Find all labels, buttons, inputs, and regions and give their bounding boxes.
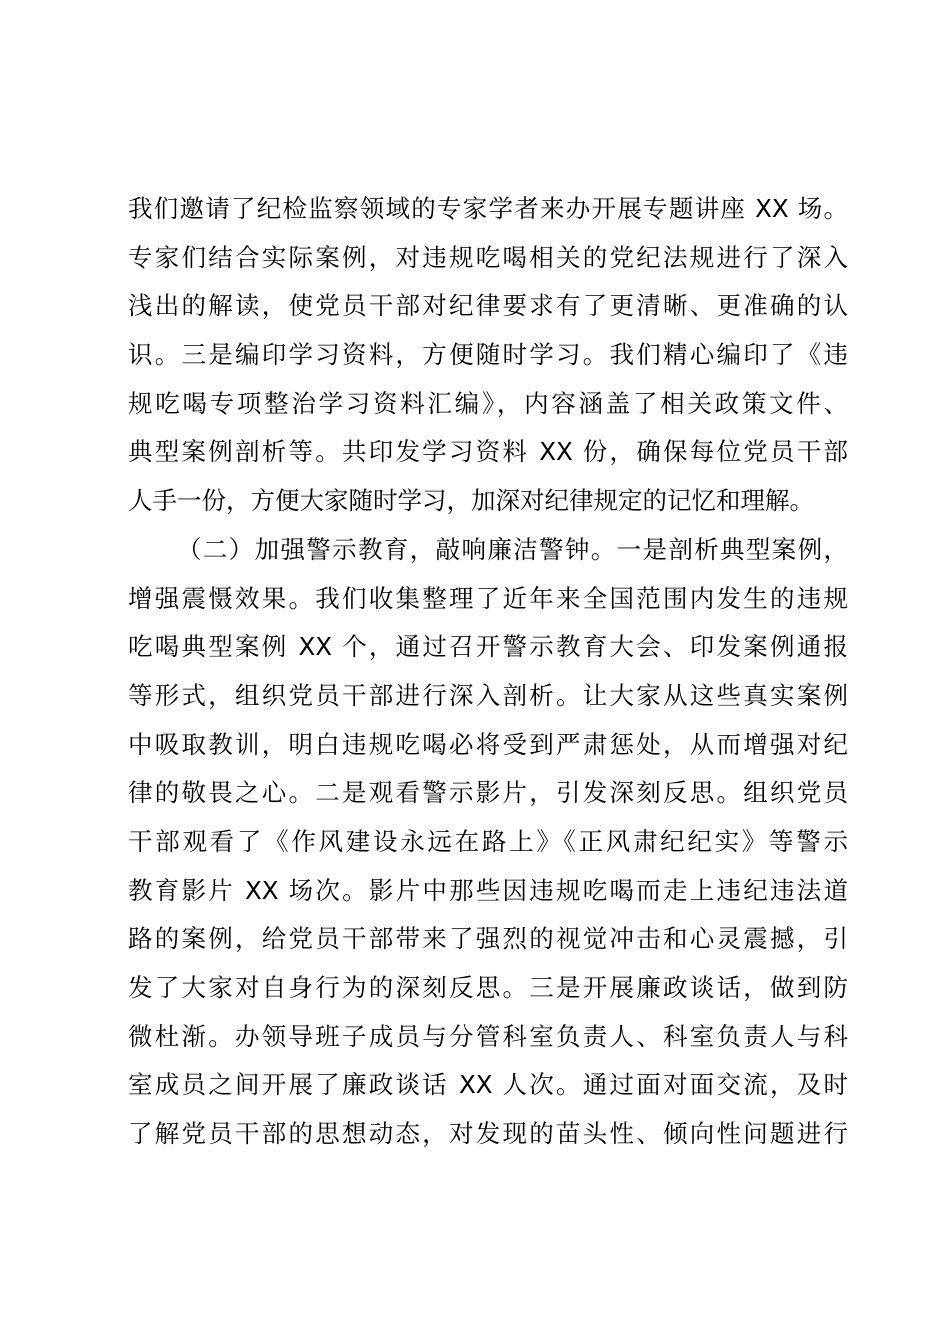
text-line: 增强震慑效果。我们收集整理了近年来全国范围内发生的违规 (128, 583, 848, 613)
text-line: 专家们结合实际案例，对违规吃喝相关的党纪法规进行了深入 (128, 242, 848, 272)
section-heading-line: （二）加强警示教育，敲响廉洁警钟。一是剖析典型案例， (177, 534, 848, 564)
text-line: 等形式，组织党员干部进行深入剖析。让大家从这些真实案例 (128, 680, 848, 710)
text-line: 规吃喝专项整治学习资料汇编》，内容涵盖了相关政策文件、 (128, 388, 848, 418)
text-line: 干部观看了《作风建设永远在路上》《正风肃纪纪实》等警示 (128, 826, 848, 856)
text-line: 人手一份，方便大家随时学习，加深对纪律规定的记忆和理解。 (128, 486, 814, 516)
text-line: 教育影片 XX 场次。影片中那些因违规吃喝而走上违纪违法道 (128, 875, 848, 905)
text-line: 微杜渐。办领导班子成员与分管科室负责人、科室负责人与科 (128, 1021, 848, 1051)
text-line: 发了大家对自身行为的深刻反思。三是开展廉政谈话，做到防 (128, 973, 848, 1002)
text-line: 吃喝典型案例 XX 个，通过召开警示教育大会、印发案例通报 (128, 632, 848, 662)
body-text (128, 185, 848, 1159)
text-line: 室成员之间开展了廉政谈话 XX 人次。通过面对面交流，及时 (128, 1070, 848, 1100)
text-line: 典型案例剖析等。共印发学习资料 XX 份，确保每位党员干部 (128, 437, 848, 467)
text-line: 律的敬畏之心。二是观看警示影片，引发深刻反思。组织党员 (128, 778, 848, 808)
text-line: 我们邀请了纪检监察领域的专家学者来办开展专题讲座 XX 场。 (128, 194, 848, 223)
text-line: 路的案例，给党员干部带来了强烈的视觉冲击和心灵震撼，引 (128, 924, 848, 954)
text-line: 识。三是编印学习资料，方便随时学习。我们精心编印了《违 (128, 340, 848, 370)
text-line: 浅出的解读，使党员干部对纪律要求有了更清晰、更准确的认 (128, 291, 848, 321)
text-line: 中吸取教训，明白违规吃喝必将受到严肃惩处，从而增强对纪 (128, 729, 848, 759)
text-line: 了解党员干部的思想动态，对发现的苗头性、倾向性问题进行 (128, 1119, 848, 1149)
